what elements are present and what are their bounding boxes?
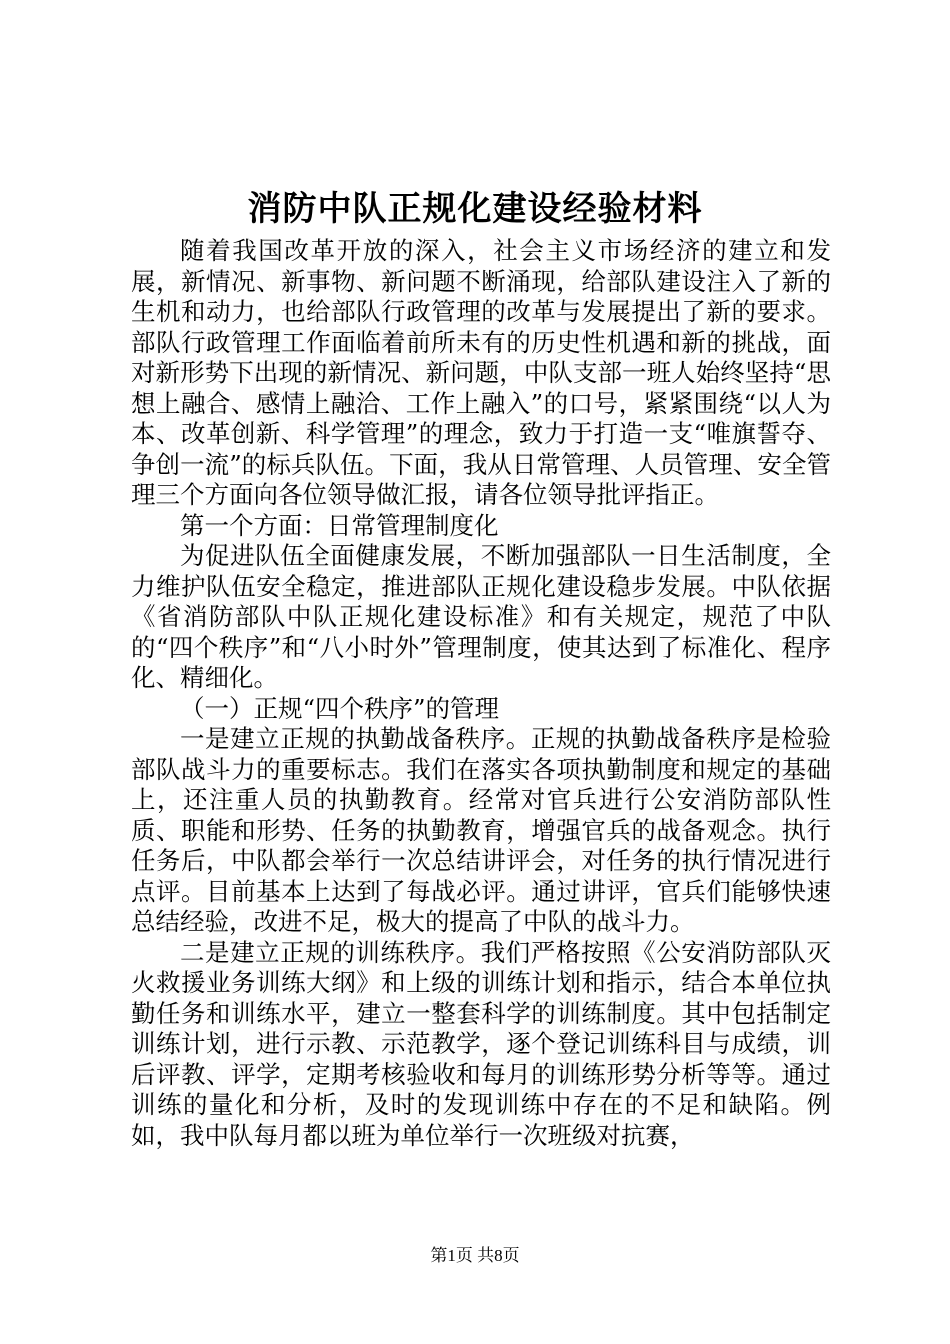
paragraph-duty-order: 一是建立正规的执勤战备秩序。正规的执勤战备秩序是检验部队战斗力的重要标志。我们在落实各项执勤制度和规定的基础上，还注重人员的执勤教育。经常对官兵进行公安消防部队性质、职能和形势、任务的执勤教育，增强官兵的战备观念。执行任务后，中队都会举行一次总结讲评会，对任务的执行情况进行点评。目前基本上达到了每战必评。通过讲评，官兵们能够快速总结经验，改进不足，极大的提高了中队的战斗力。 [131,724,831,936]
document-body [131,236,831,1151]
paragraph-daily-management: 为促进队伍全面健康发展，不断加强部队一日生活制度，全力维护队伍安全稳定，推进部队正规化建设稳步发展。中队依据《省消防部队中队正规化建设标准》和有关规定，规范了中队的“四个秩序”和“八小时外”管理制度，使其达到了标准化、程序化、精细化。 [131,541,831,692]
page-footer: 第1页 共8页 [430,1246,520,1265]
document-title: 消防中队正规化建设经验材料 [247,189,703,229]
subsection-heading-four-orders: （一）正规“四个秩序”的管理 [180,693,500,723]
section-heading-daily-management: 第一个方面：日常管理制度化 [180,510,499,540]
paragraph-training-order: 二是建立正规的训练秩序。我们严格按照《公安消防部队灭火救援业务训练大纲》和上级的训练计划和指示，结合本单位执勤任务和训练水平，建立一整套科学的训练制度。其中包括制定训练计划，进行示教、示范教学，逐个登记训练科目与成绩，训后评教、评学，定期考核验收和每月的训练形势分析等等。通过训练的量化和分析，及时的发现训练中存在的不足和缺陷。例如，我中队每月都以班为单位举行一次班级对抗赛， [131,937,831,1150]
paragraph-intro: 随着我国改革开放的深入，社会主义市场经济的建立和发展，新情况、新事物、新问题不断涌现，给部队建设注入了新的生机和动力，也给部队行政管理的改革与发展提出了新的要求。部队行政管理工作面临着前所未有的历史性机遇和新的挑战，面对新形势下出现的新情况、新问题，中队支部一班人始终坚持“思想上融合、感情上融洽、工作上融入”的口号，紧紧围绕“以人为本、改革创新、科学管理”的理念，致力于打造一支“唯旗誓夺、争创一流”的标兵队伍。下面，我从日常管理、人员管理、安全管理三个方面向各位领导做汇报，请各位领导批评指正。 [131,236,831,509]
